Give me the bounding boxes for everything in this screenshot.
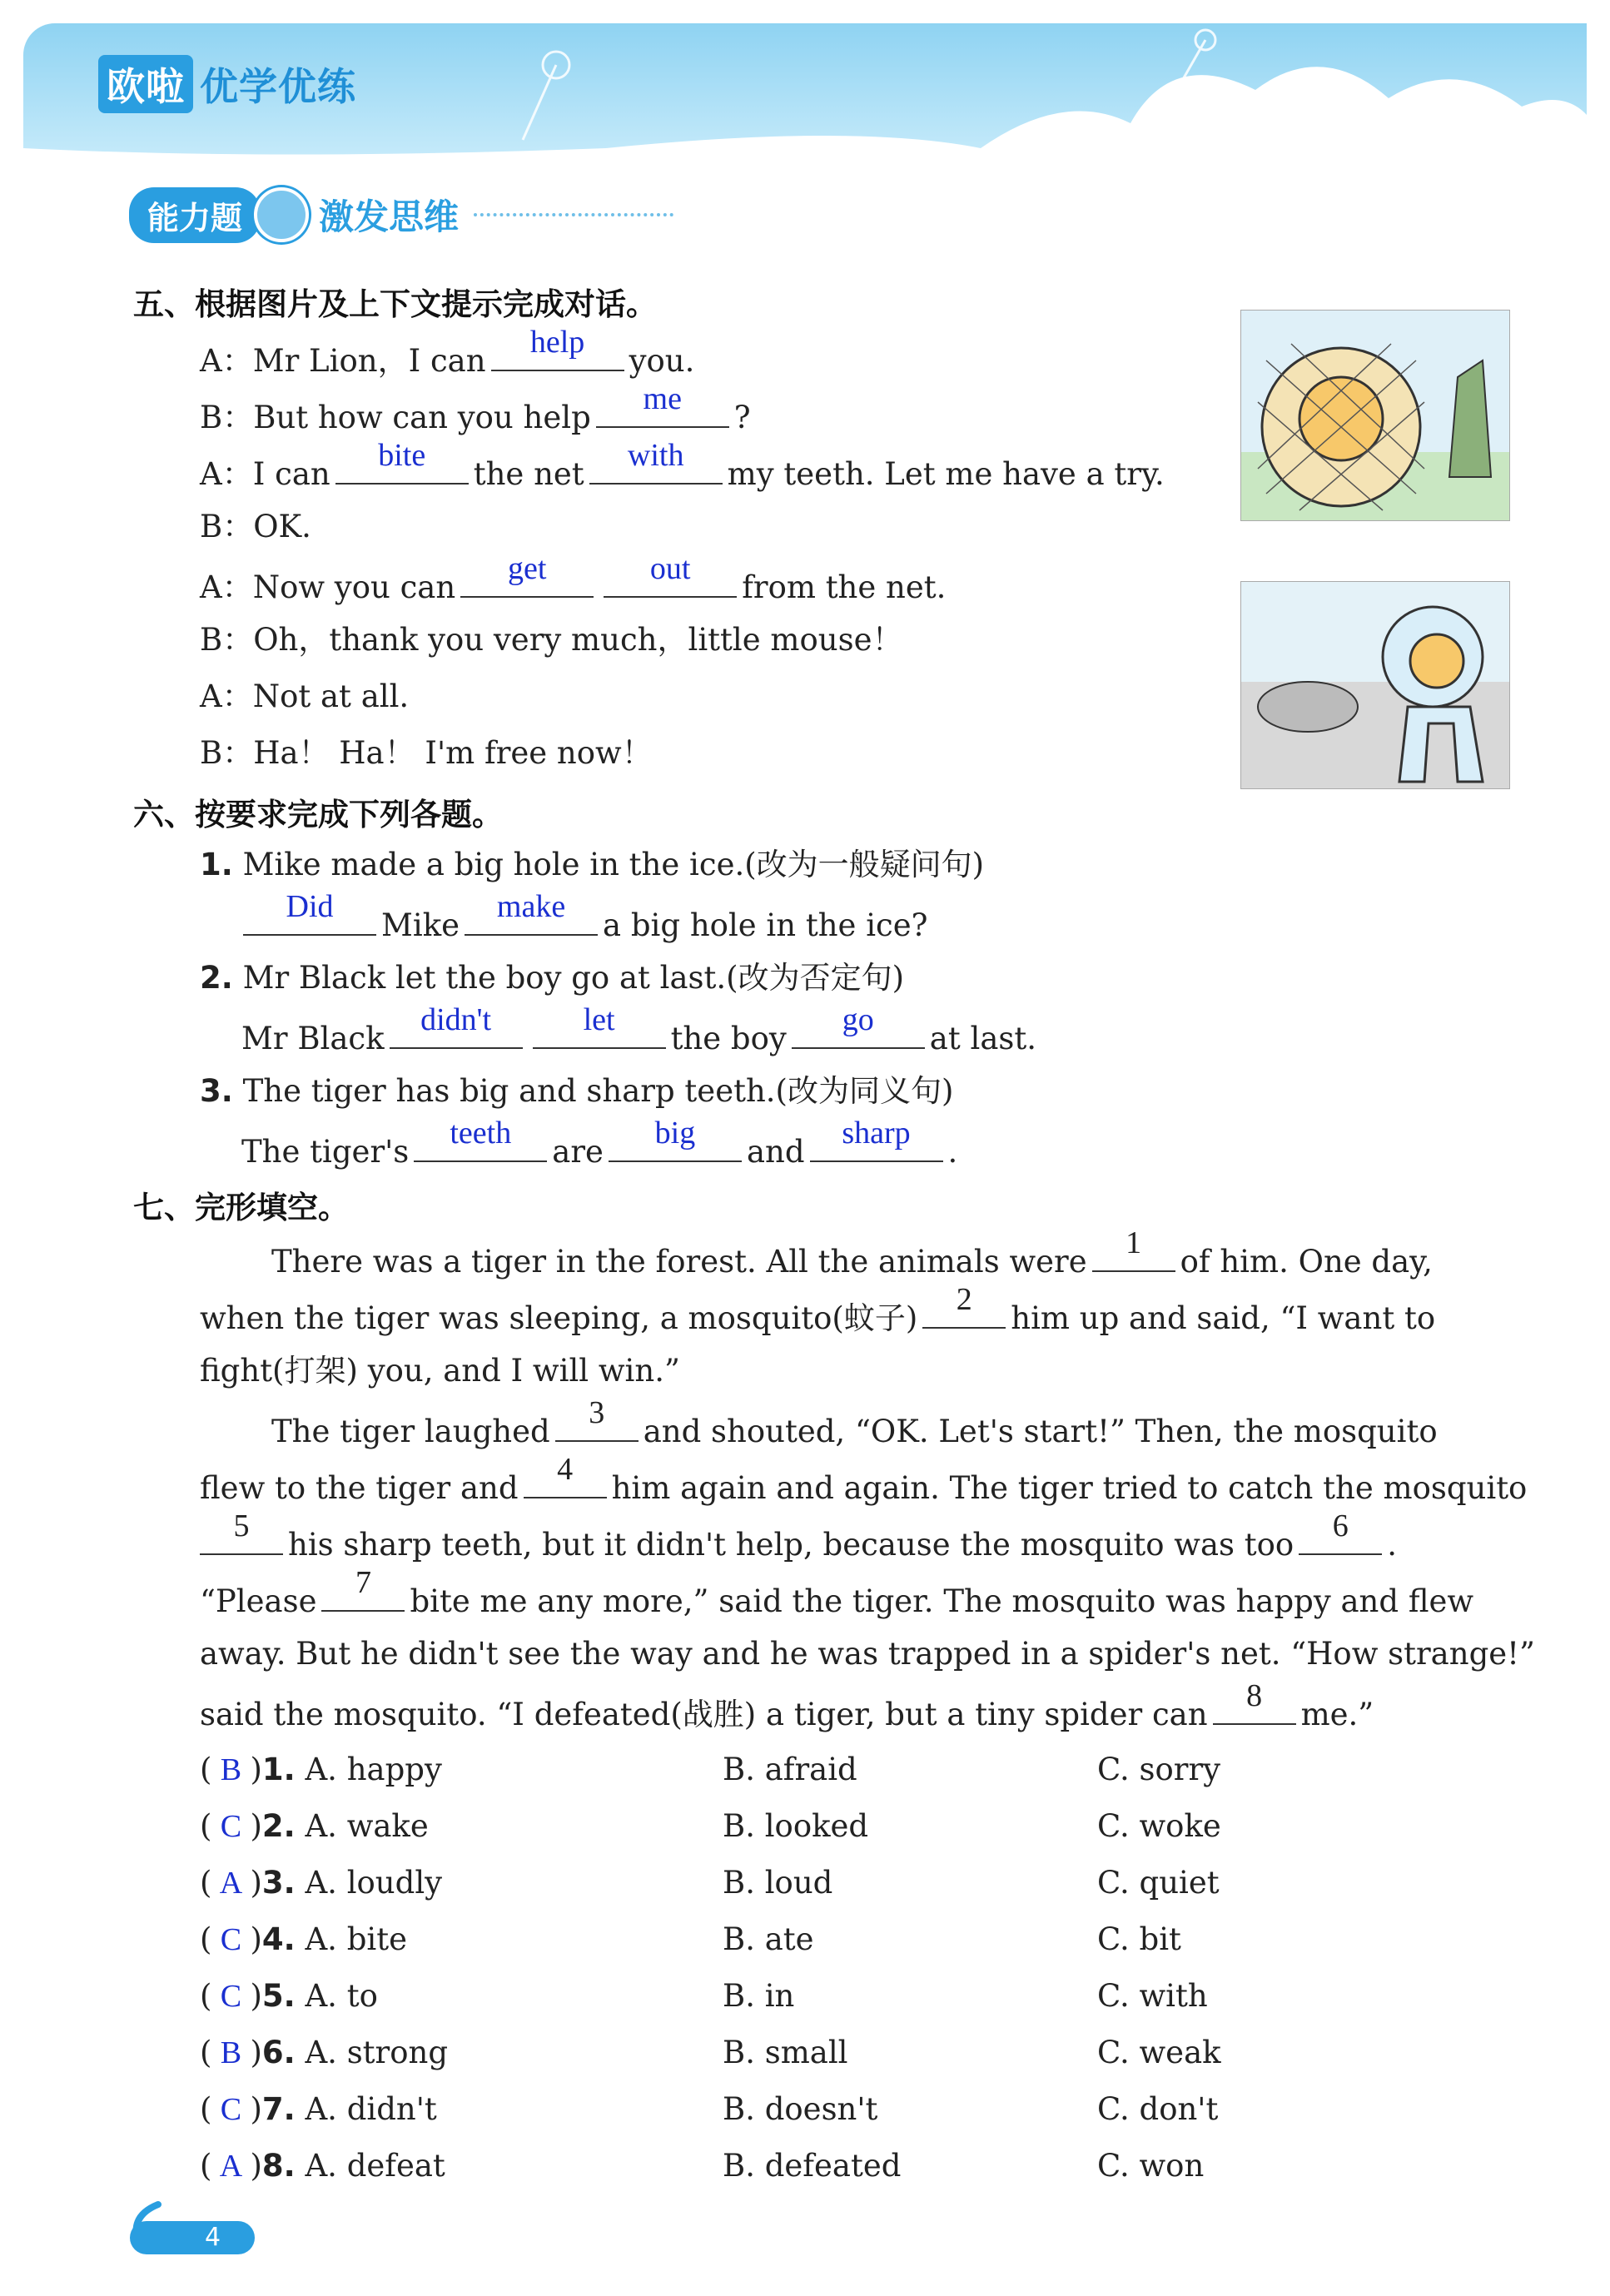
option-row: ( A )3. A. loudly bbox=[200, 1865, 443, 1901]
cloze-line-4: The tiger laughed 3 and shouted, “OK. Let's start!” Then, the mosquito bbox=[271, 1395, 1438, 1449]
cloze-blank: 1 bbox=[1092, 1242, 1175, 1272]
option-row: ( A )8. A. defeat bbox=[200, 2148, 445, 2184]
brand-right: 优学优练 bbox=[200, 64, 356, 109]
option-c: C. sorry bbox=[1097, 1752, 1221, 1787]
answer-blank: get bbox=[460, 568, 594, 598]
option-c: C. with bbox=[1097, 1978, 1208, 2014]
option-c: C. quiet bbox=[1097, 1865, 1220, 1901]
q6-item-1-question: 1. Mike made a big hole in the ice.(改为一般疑问句) bbox=[200, 847, 985, 882]
q5-line-6: B：Oh，thank you very much，little mouse！ bbox=[200, 622, 903, 658]
option-b: B. looked bbox=[723, 1808, 869, 1844]
cloze-line-6: 5 his sharp teeth, but it didn't help, because the mosquito was too 6 . bbox=[200, 1525, 1397, 1560]
option-b: B. afraid bbox=[723, 1752, 857, 1787]
lion-in-net-illustration bbox=[1240, 310, 1510, 521]
option-b: B. in bbox=[723, 1978, 795, 2014]
option-row: ( C )7. A. didn't bbox=[200, 2091, 437, 2127]
section-subtitle: 激发思维 bbox=[319, 196, 460, 237]
answer-blank: sharp bbox=[810, 1132, 943, 1162]
answer-blank: Did bbox=[243, 906, 376, 936]
section-badge: 能力题 bbox=[129, 187, 261, 243]
answer-blank: make bbox=[465, 906, 598, 936]
cloze-line-2: when the tiger was sleeping, a mosquito(蚊子) 2 him up and said, “I want to bbox=[200, 1282, 1436, 1336]
option-c: C. won bbox=[1097, 2148, 1205, 2184]
cloze-line-3: fight(打架) you, and I will win.” bbox=[200, 1353, 680, 1389]
answer-blank: out bbox=[604, 568, 737, 598]
q5-line-7: A：Not at all. bbox=[200, 678, 410, 714]
cloze-line-9: said the mosquito. “I defeated(战胜) a tiger, but a tiny spider can 8 me.” bbox=[200, 1678, 1374, 1732]
answer-blank: go bbox=[792, 1019, 925, 1049]
page-number: 4 bbox=[130, 2221, 255, 2254]
q6-item-3-question: 3. The tiger has big and sharp teeth.(改为同义句) bbox=[200, 1073, 954, 1109]
q5-line-5: A：Now you can get out from the net. bbox=[200, 551, 947, 605]
answer-blank: let bbox=[533, 1019, 666, 1049]
cloze-line-1: There was a tiger in the forest. All the animals were 1 of him. One day, bbox=[271, 1225, 1433, 1280]
cloze-blank: 5 bbox=[200, 1525, 283, 1555]
option-b: B. defeated bbox=[723, 2148, 902, 2184]
option-row: ( C )2. A. wake bbox=[200, 1808, 429, 1844]
cloze-blank: 3 bbox=[555, 1412, 639, 1442]
option-c: C. don't bbox=[1097, 2091, 1219, 2127]
q6-item-1-answer: Did Mike make a big hole in the ice? bbox=[238, 906, 928, 941]
cloze-blank: 4 bbox=[524, 1469, 607, 1498]
q5-line-2: B：But how can you help me ? bbox=[200, 381, 751, 435]
option-row: ( C )4. A. bite bbox=[200, 1921, 407, 1957]
answer-blank: me bbox=[596, 398, 729, 428]
option-row: ( B )1. A. happy bbox=[200, 1752, 442, 1787]
answer-blank: didn't bbox=[390, 1019, 523, 1049]
cloze-blank: 8 bbox=[1213, 1695, 1296, 1725]
q5-line-3: A：I can bite the net with my teeth. Let me have a try. bbox=[200, 438, 1165, 492]
q6-item-3-answer: The tiger's teeth are big and sharp . bbox=[241, 1116, 958, 1170]
cloze-line-8: away. But he didn't see the way and he was trapped in a spider's net. “How strange!” bbox=[200, 1636, 1535, 1672]
option-c: C. bit bbox=[1097, 1921, 1181, 1957]
answer-blank: big bbox=[609, 1132, 742, 1162]
option-row: ( C )5. A. to bbox=[200, 1978, 378, 2014]
q5-line-8: B：Ha！ Ha！ I'm free now！ bbox=[200, 735, 653, 771]
answer-blank: teeth bbox=[414, 1132, 547, 1162]
q6-item-2-question: 2. Mr Black let the boy go at last.(改为否定句) bbox=[200, 960, 905, 996]
q7-title: 七、完形填空。 bbox=[133, 1190, 349, 1225]
option-row: ( B )6. A. strong bbox=[200, 2035, 449, 2070]
cloze-line-5: flew to the tiger and 4 him again and again. The tiger tried to catch the mosquito bbox=[200, 1452, 1528, 1506]
option-c: C. woke bbox=[1097, 1808, 1221, 1844]
section-tag bbox=[129, 190, 673, 240]
q5-title: 五、根据图片及上下文提示完成对话。 bbox=[133, 286, 657, 322]
lion-free-illustration bbox=[1240, 581, 1510, 789]
q6-title: 六、按要求完成下列各题。 bbox=[133, 797, 503, 832]
cloze-blank: 6 bbox=[1299, 1525, 1382, 1555]
q5-line-4: B：OK. bbox=[200, 509, 311, 544]
q5-line-1: A：Mr Lion，I can help you. bbox=[200, 325, 695, 379]
answer-blank: help bbox=[491, 341, 624, 371]
option-b: B. loud bbox=[723, 1865, 833, 1901]
brand-logo bbox=[98, 55, 356, 113]
answer-blank: bite bbox=[335, 455, 469, 485]
cloze-line-7: “Please 7 bite me any more,” said the tiger. The mosquito was happy and flew bbox=[200, 1565, 1474, 1619]
option-b: B. small bbox=[723, 2035, 848, 2070]
answer-blank: with bbox=[589, 455, 723, 485]
option-b: B. doesn't bbox=[723, 2091, 878, 2127]
cloze-blank: 2 bbox=[922, 1299, 1006, 1329]
brand-left: 欧啦 bbox=[98, 55, 193, 113]
q6-item-2-answer: Mr Black didn't let the boy go at last. bbox=[241, 1002, 1036, 1056]
option-b: B. ate bbox=[723, 1921, 814, 1957]
brain-icon bbox=[254, 187, 309, 242]
cloze-blank: 7 bbox=[321, 1582, 405, 1612]
dotted-divider bbox=[474, 213, 673, 216]
swirl-logo-icon bbox=[125, 2198, 183, 2256]
option-c: C. weak bbox=[1097, 2035, 1221, 2070]
